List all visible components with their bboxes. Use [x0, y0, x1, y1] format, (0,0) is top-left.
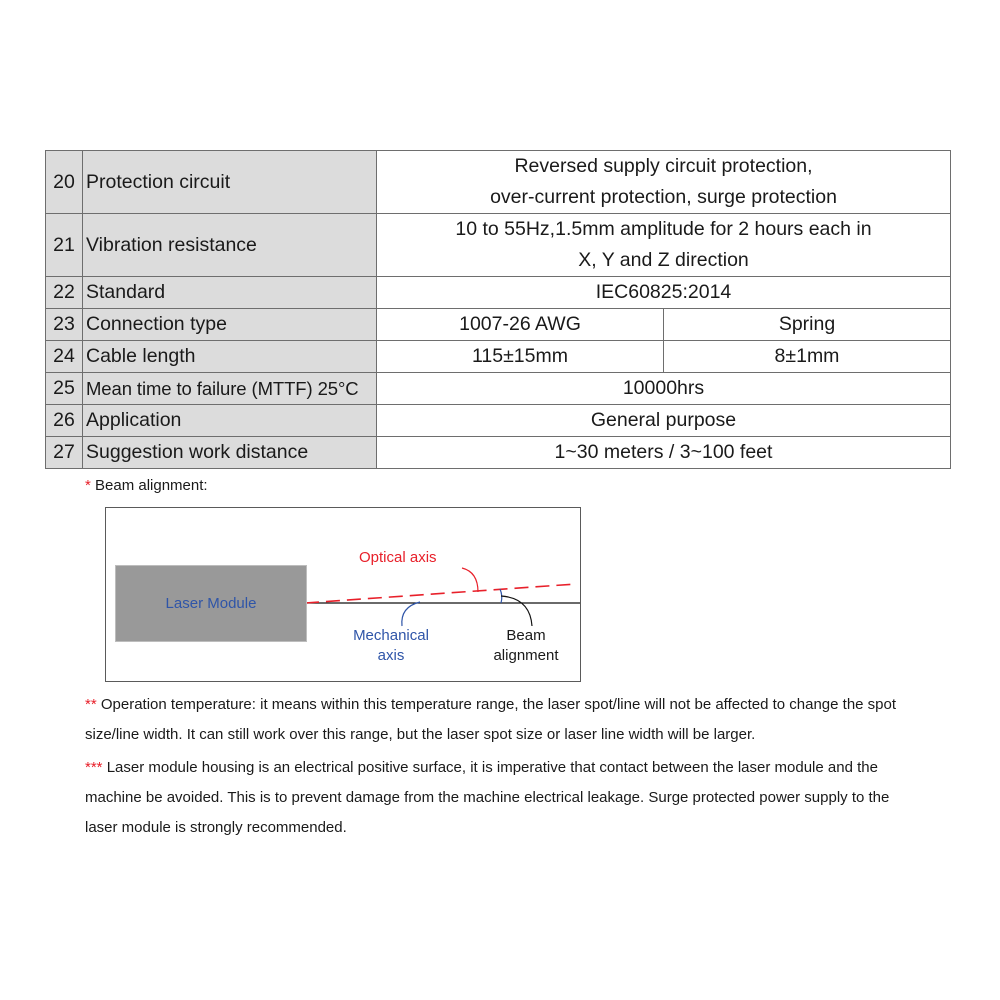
row-number: 24: [46, 341, 83, 373]
row-value: General purpose: [377, 405, 951, 437]
row-label: Protection circuit: [83, 151, 377, 214]
row-number: 27: [46, 437, 83, 469]
row-value: [377, 214, 951, 277]
row-value: 10000hrs: [377, 373, 951, 405]
row-value-left: 1007-26 AWG: [377, 309, 664, 341]
beam-alignment-diagram: [105, 507, 581, 682]
spec-table: [45, 150, 951, 469]
housing-warning-note: [85, 753, 925, 843]
row-value-right: 8±1mm: [664, 341, 951, 373]
row-label: Cable length: [83, 341, 377, 373]
value-line: 10 to 55Hz,1.5mm amplitude for 2 hours each in: [455, 218, 872, 240]
optical-axis-label: Optical axis: [359, 549, 437, 566]
beam-alignment-note: [85, 477, 208, 494]
operation-temperature-text: Operation temperature: it means within this temperature range, the laser spot/line will not be affected to change the spot size/line width. It can still work over this range, but the laser spot size or laser line width will be larger.: [85, 696, 897, 743]
row-value-right: Spring: [664, 309, 951, 341]
row-label: Connection type: [83, 309, 377, 341]
row-number: 25: [46, 373, 83, 405]
row-value: 1~30 meters / 3~100 feet: [377, 437, 951, 469]
table-row-23: [46, 309, 951, 341]
mechanical-axis-label-line: axis: [377, 647, 405, 664]
row-label: Suggestion work distance: [83, 437, 377, 469]
housing-warning-text: Laser module housing is an electrical positive surface, it is imperative that contact between the laser module and the machine be avoided. This is to prevent damage from the machine electrical leakage. Surge protected power supply to the laser module is strongly recommended.: [85, 759, 890, 836]
double-asterisk-marker: **: [85, 696, 97, 713]
row-label: Application: [83, 405, 377, 437]
value-line: X, Y and Z direction: [578, 249, 749, 271]
table-row-21: [46, 214, 951, 277]
operation-temperature-note: [85, 690, 925, 750]
row-value: IEC60825:2014: [377, 277, 951, 309]
table-row-22: [46, 277, 951, 309]
beam-alignment-label-line: alignment: [493, 647, 559, 664]
value-line: over-current protection, surge protection: [490, 186, 837, 208]
table-row-27: [46, 437, 951, 469]
asterisk-marker: *: [85, 477, 91, 494]
row-number: 26: [46, 405, 83, 437]
triple-asterisk-marker: ***: [85, 759, 103, 776]
table-row-26: [46, 405, 951, 437]
row-label: Mean time to failure (MTTF) 25°C: [83, 373, 377, 405]
table-row-24: [46, 341, 951, 373]
table-row-20: [46, 151, 951, 214]
laser-module-label: Laser Module: [165, 595, 257, 612]
beam-alignment-heading: Beam alignment:: [95, 477, 208, 494]
row-value: [377, 151, 951, 214]
beam-alignment-label: [486, 626, 566, 666]
row-number: 23: [46, 309, 83, 341]
row-label: Standard: [83, 277, 377, 309]
row-label: Vibration resistance: [83, 214, 377, 277]
row-number: 22: [46, 277, 83, 309]
beam-alignment-label-line: Beam: [506, 627, 546, 644]
mechanical-axis-label: [346, 626, 436, 666]
laser-module-block: [115, 565, 307, 642]
row-number: 21: [46, 214, 83, 277]
row-value-left: 115±15mm: [377, 341, 664, 373]
mechanical-axis-label-line: Mechanical: [353, 627, 429, 644]
table-row-25: [46, 373, 951, 405]
row-number: 20: [46, 151, 83, 214]
value-line: Reversed supply circuit protection,: [514, 155, 813, 177]
